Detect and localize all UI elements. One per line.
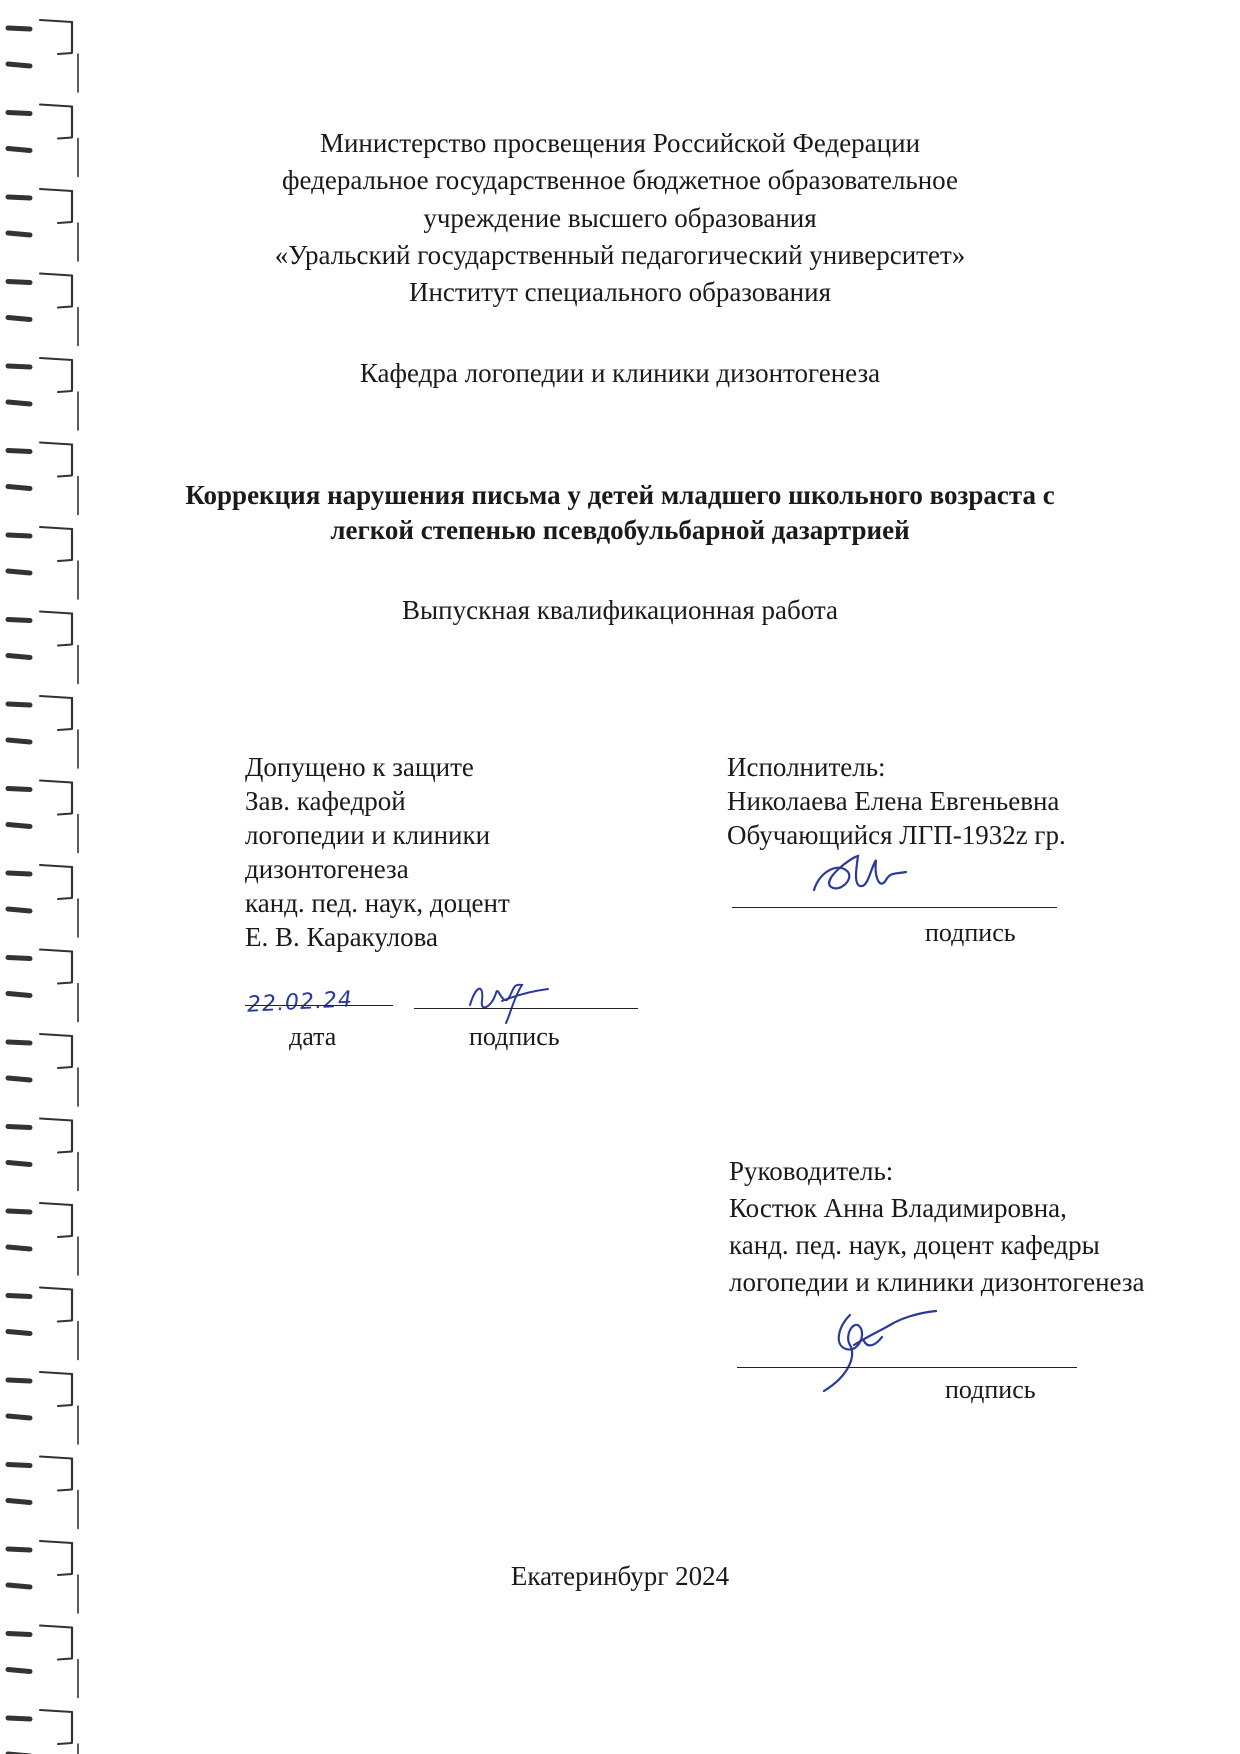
admission-block xyxy=(245,750,510,954)
binding-hole xyxy=(8,1119,78,1191)
date-label: дата xyxy=(289,1022,337,1051)
supervisor-line: Костюк Анна Владимировна, xyxy=(729,1193,1067,1223)
admission-line: Е. В. Каракулова xyxy=(245,922,439,952)
institute-name: Институт специального образования xyxy=(408,277,832,307)
executor-signature-label: подпись xyxy=(925,918,1016,947)
city-year: Екатеринбург 2024 xyxy=(510,1561,730,1591)
binding-hole xyxy=(8,1710,78,1754)
admission-line: Зав. кафедрой xyxy=(245,786,406,816)
executor-signature-line xyxy=(732,907,1057,908)
thesis-title-line-1: Коррекция нарушения письма у детей младшего школьного возраста с xyxy=(185,480,1055,510)
binding-hole xyxy=(8,20,78,92)
supervisor-block xyxy=(729,1153,1145,1301)
binding-hole xyxy=(8,696,78,768)
supervisor-line: логопедии и клиники дизонтогенеза xyxy=(729,1267,1145,1297)
binding-hole xyxy=(8,1626,78,1698)
executor-line: Николаева Елена Евгеньевна xyxy=(727,786,1060,816)
admission-line: Допущено к защите xyxy=(245,752,474,782)
executor-line: Обучающийся ЛГП-1932z гр. xyxy=(727,820,1066,850)
admission-signature-line xyxy=(414,1008,638,1009)
supervisor-signature xyxy=(820,1305,940,1395)
binding-hole xyxy=(8,1372,78,1444)
binding-hole xyxy=(8,1288,78,1360)
binding-hole xyxy=(8,781,78,853)
institution-line-1: федеральное государственное бюджетное образовательное xyxy=(281,165,958,195)
executor-line: Исполнитель: xyxy=(727,752,886,782)
admission-signature-label: подпись xyxy=(469,1022,560,1051)
thesis-title-line-2: легкой степенью псевдобульбарной дазартрией xyxy=(330,515,910,545)
binding-hole xyxy=(8,1203,78,1275)
executor-block xyxy=(727,750,1066,852)
executor-signature xyxy=(810,850,910,910)
admission-line: дизонтогенеза xyxy=(245,854,409,884)
supervisor-line: Руководитель: xyxy=(729,1156,894,1186)
supervisor-signature-label: подпись xyxy=(945,1375,1036,1404)
handwritten-date: 22.02.24 xyxy=(246,987,354,1018)
work-type: Выпускная квалификационная работа xyxy=(401,595,839,625)
admission-signature xyxy=(462,975,552,1025)
institution-line-2: учреждение высшего образования xyxy=(423,203,817,233)
binding-hole xyxy=(8,1457,78,1529)
supervisor-line: канд. пед. наук, доцент кафедры xyxy=(729,1230,1100,1260)
date-line xyxy=(245,1005,393,1006)
university-name: «Уральский государственный педагогический университет» xyxy=(274,240,966,270)
binding-hole xyxy=(8,950,78,1022)
admission-line: логопедии и клиники xyxy=(245,820,491,850)
supervisor-signature-line xyxy=(737,1367,1077,1368)
binding-hole xyxy=(8,865,78,937)
admission-line: канд. пед. наук, доцент xyxy=(245,888,510,918)
department-name: Кафедра логопедии и клиники дизонтогенеза xyxy=(359,358,881,388)
binding-hole xyxy=(8,1034,78,1106)
ministry-line: Министерство просвещения Российской Федерации xyxy=(319,128,921,158)
